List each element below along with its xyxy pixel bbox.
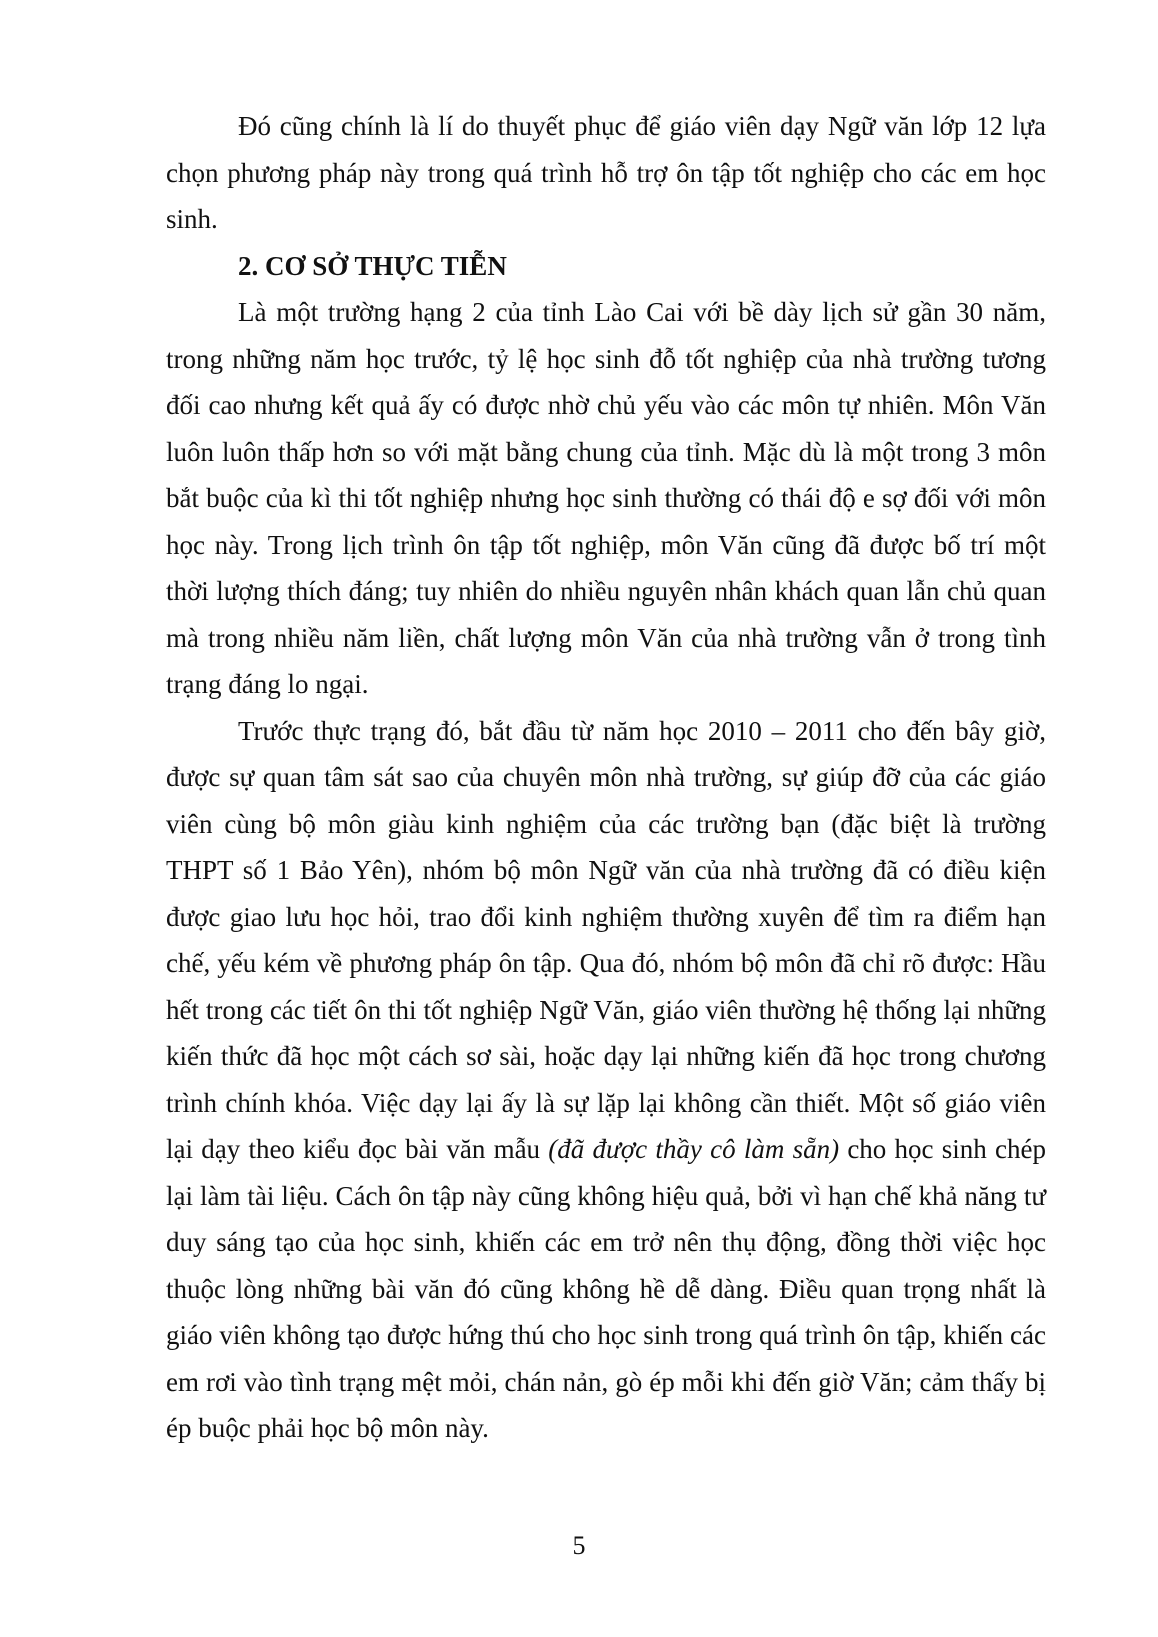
paragraph-current-situation xyxy=(166,708,1046,1452)
page-number: 5 xyxy=(572,1531,586,1560)
paragraph-practical-basis: Là một trường hạng 2 của tỉnh Lào Cai với bề dày lịch sử gần 30 năm, trong những năm học trước, tỷ lệ học sinh đỗ tốt nghiệp của nhà trường tương đối cao nhưng kết quả ấy có được nhờ chủ yếu vào các môn tự nhiên. Môn Văn luôn luôn thấp hơn so với mặt bằng chung của tỉnh. Mặc dù là một trong 3 môn bắt buộc của kì thi tốt nghiệp nhưng học sinh thường có thái độ e sợ đối với môn học này. Trong lịch trình ôn tập tốt nghiệp, môn Văn cũng đã được bố trí một thời lượng thích đáng; tuy nhiên do nhiều nguyên nhân khách quan lẫn chủ quan mà trong nhiều năm liền, chất lượng môn Văn của nhà trường vẫn ở trong tình trạng đáng lo ngại. xyxy=(166,297,1046,699)
document-page xyxy=(166,103,1046,1452)
paragraph-text: cho học sinh chép lại làm tài liệu. Cách ôn tập này cũng không hiệu quả, bởi vì hạn chế khả năng tư duy sáng tạo của học sinh, khiến các em trở nên thụ động, đồng thời việc học thuộc lòng những bài văn đó cũng không hề dễ dàng. Điều quan trọng nhất là giáo viên không tạo được hứng thú cho học sinh trong quá trình ôn tập, khiến các em rơi vào tình trạng mệt mỏi, chán nản, gò ép mỗi khi đến giờ Văn; cảm thấy bị ép buộc phải học bộ môn này. xyxy=(166,1134,1046,1443)
italic-note: (đã được thầy cô làm sẵn) xyxy=(548,1134,840,1164)
paragraph-text: Trước thực trạng đó, bắt đầu từ năm học 2010 – 2011 cho đến bây giờ, được sự quan tâm sát sao của chuyên môn nhà trường, sự giúp đỡ của các giáo viên cùng bộ môn giàu kinh nghiệm của các trường bạn (đặc biệt là trường THPT số 1 Bảo Yên), nhóm bộ môn Ngữ văn của nhà trường đã có điều kiện được giao lưu học hỏi, trao đổi kinh nghiệm thường xuyên để tìm ra điểm hạn chế, yếu kém về phương pháp ôn tập. Qua đó, nhóm bộ môn đã chỉ rõ được: Hầu hết trong các tiết ôn thi tốt nghiệp Ngữ Văn, giáo viên thường hệ thống lại những kiến thức đã học một cách sơ sài, hoặc dạy lại những kiến đã học trong chương trình chính khóa. Việc dạy lại ấy là sự lặp lại không cần thiết. Một số giáo viên lại dạy theo kiểu đọc bài văn mẫu xyxy=(166,715,1046,1164)
intro-paragraph: Đó cũng chính là lí do thuyết phục để giáo viên dạy Ngữ văn lớp 12 lựa chọn phương pháp này trong quá trình hỗ trợ ôn tập tốt nghiệp cho các em học sinh. xyxy=(166,111,1046,234)
section-heading: 2. CƠ SỞ THỰC TIỄN xyxy=(238,250,507,281)
